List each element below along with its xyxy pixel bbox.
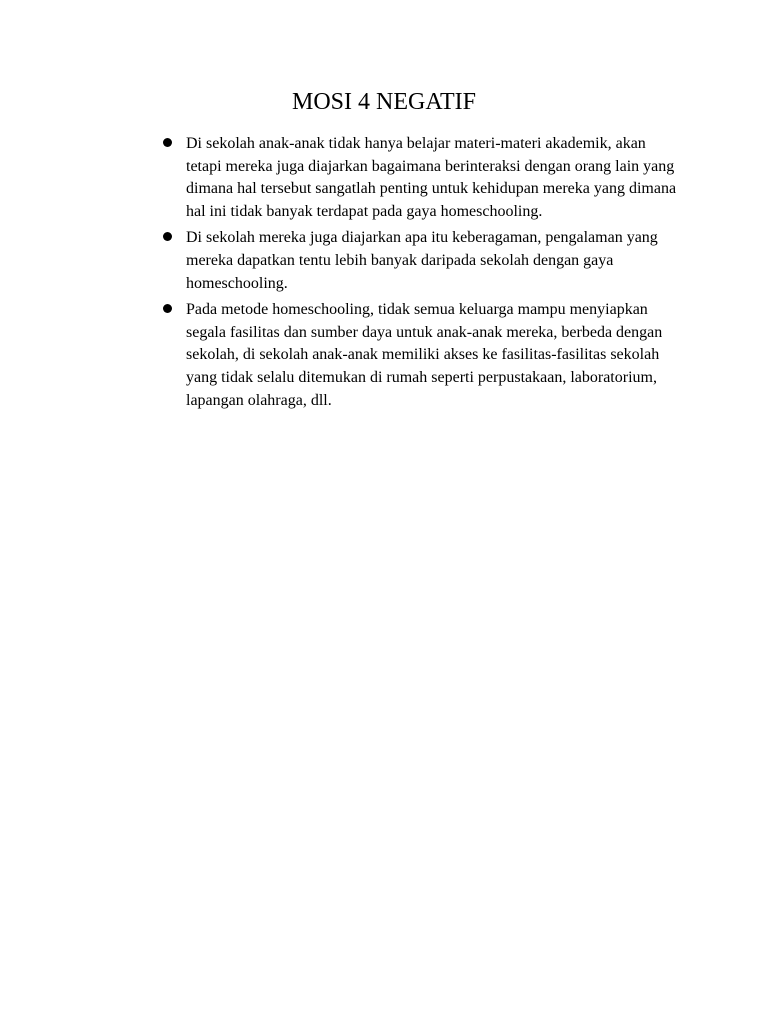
bullet-list <box>160 133 680 416</box>
list-item <box>160 227 680 295</box>
list-item <box>160 299 680 412</box>
list-item <box>160 133 680 223</box>
bullet-icon <box>163 232 172 241</box>
list-item-text: Di sekolah anak-anak tidak hanya belajar materi-materi akademik, akan tetapi mereka juga diajarkan bagaimana berinteraksi dengan orang lain yang dimana hal tersebut sangatlah penting untuk kehidupan mereka yang dimana hal ini tidak banyak terdapat pada gaya homeschooling. <box>186 135 677 220</box>
bullet-icon <box>163 304 172 313</box>
list-item-text: Di sekolah mereka juga diajarkan apa itu keberagaman, pengalaman yang mereka dapatkan tentu lebih banyak daripada sekolah dengan gaya homeschooling. <box>186 229 658 292</box>
list-item-text: Pada metode homeschooling, tidak semua keluarga mampu menyiapkan segala fasilitas dan sumber daya untuk anak-anak mereka, berbeda dengan sekolah, di sekolah anak-anak memiliki akses ke fasilitas-fasilitas sekolah yang tidak selalu ditemukan di rumah seperti perpustakaan, laboratorium, lapangan olahraga, dll. <box>186 301 663 409</box>
document-title: MOSI 4 NEGATIF <box>291 89 476 115</box>
bullet-icon <box>163 138 172 147</box>
